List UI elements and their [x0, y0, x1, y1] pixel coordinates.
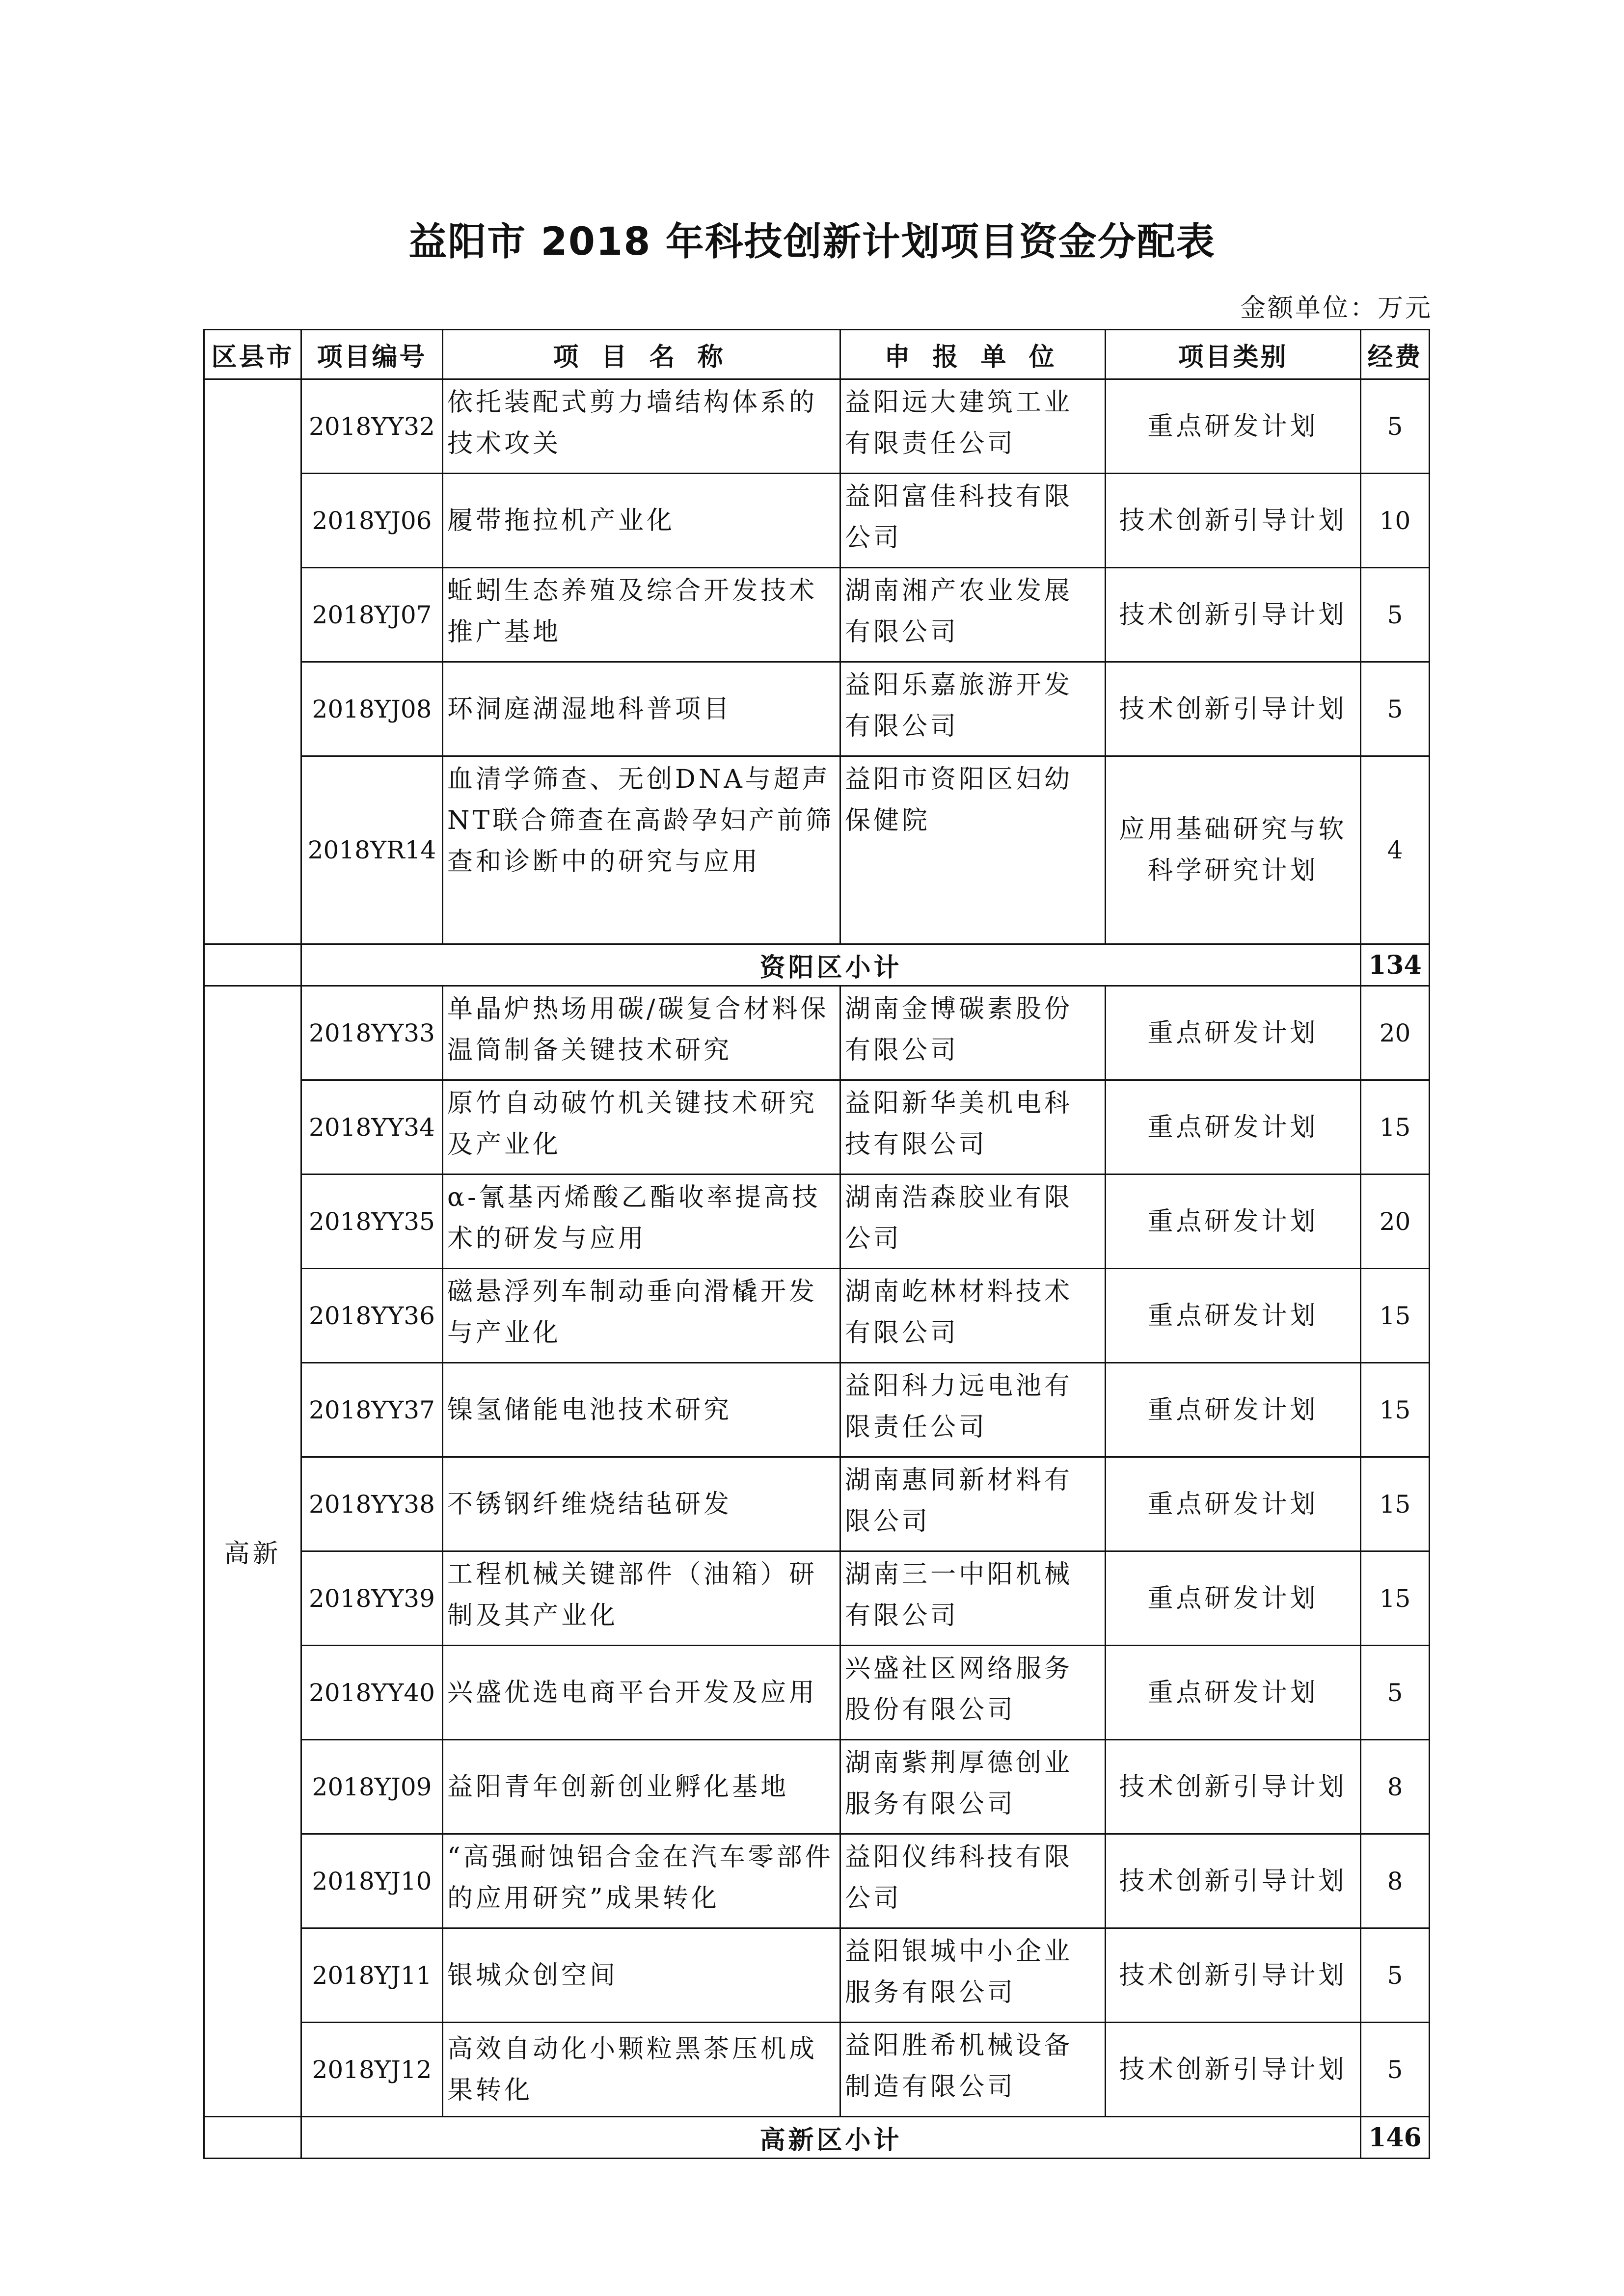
project-code-cell: 2018YY38 — [301, 1457, 443, 1551]
project-code-cell: 2018YJ08 — [301, 662, 443, 756]
funding-cell: 20 — [1361, 1175, 1430, 1269]
table-row — [204, 986, 1430, 1080]
project-code-cell: 2018YY34 — [301, 1080, 443, 1175]
project-category-cell: 重点研发计划 — [1106, 1646, 1361, 1740]
funding-cell: 15 — [1361, 1080, 1430, 1175]
funding-cell: 5 — [1361, 662, 1430, 756]
table-row — [204, 1551, 1430, 1646]
project-name-cell: 工程机械关键部件（油箱）研制及其产业化 — [443, 1551, 840, 1646]
applicant-org-cell: 益阳远大建筑工业有限责任公司 — [840, 379, 1106, 474]
project-name-cell: “高强耐蚀铝合金在汽车零部件的应用研究”成果转化 — [443, 1834, 840, 1928]
district-cell: 高新 — [204, 986, 301, 2117]
subtotal-blank-cell — [204, 944, 301, 986]
project-category-cell: 技术创新引导计划 — [1106, 474, 1361, 568]
table-row — [204, 1740, 1430, 1834]
applicant-org-cell: 益阳仪纬科技有限公司 — [840, 1834, 1106, 1928]
project-code-cell: 2018YY39 — [301, 1551, 443, 1646]
funding-cell: 5 — [1361, 379, 1430, 474]
header-fee: 经费 — [1361, 330, 1430, 379]
applicant-org-cell: 益阳新华美机电科技有限公司 — [840, 1080, 1106, 1175]
table-row — [204, 1646, 1430, 1740]
project-code-cell: 2018YJ10 — [301, 1834, 443, 1928]
funding-cell: 15 — [1361, 1457, 1430, 1551]
project-name-cell: 履带拖拉机产业化 — [443, 474, 840, 568]
header-category: 项目类别 — [1106, 330, 1361, 379]
subtotal-fee: 146 — [1361, 2117, 1430, 2159]
funding-cell: 5 — [1361, 1928, 1430, 2023]
project-code-cell: 2018YY32 — [301, 379, 443, 474]
subtotal-row — [204, 2117, 1430, 2159]
applicant-org-cell: 益阳银城中小企业服务有限公司 — [840, 1928, 1106, 2023]
subtotal-row — [204, 944, 1430, 986]
table-row — [204, 756, 1430, 944]
project-name-cell: 磁悬浮列车制动垂向滑橇开发与产业化 — [443, 1269, 840, 1363]
project-name-cell: 单晶炉热场用碳/碳复合材料保温筒制备关键技术研究 — [443, 986, 840, 1080]
project-category-cell: 重点研发计划 — [1106, 1175, 1361, 1269]
applicant-org-cell: 兴盛社区网络服务股份有限公司 — [840, 1646, 1106, 1740]
project-code-cell: 2018YJ06 — [301, 474, 443, 568]
table-row — [204, 1363, 1430, 1457]
funding-cell: 15 — [1361, 1363, 1430, 1457]
project-category-cell: 重点研发计划 — [1106, 1457, 1361, 1551]
header-name: 项 目 名 称 — [443, 330, 840, 379]
funding-cell: 10 — [1361, 474, 1430, 568]
table-row — [204, 1175, 1430, 1269]
project-code-cell: 2018YJ12 — [301, 2023, 443, 2117]
project-name-cell: 蚯蚓生态养殖及综合开发技术推广基地 — [443, 568, 840, 662]
project-category-cell: 技术创新引导计划 — [1106, 1928, 1361, 2023]
applicant-org-cell: 益阳胜希机械设备制造有限公司 — [840, 2023, 1106, 2117]
table-row — [204, 379, 1430, 474]
project-code-cell: 2018YY33 — [301, 986, 443, 1080]
table-row — [204, 2023, 1430, 2117]
table-row — [204, 474, 1430, 568]
subtotal-label: 高新区小计 — [301, 2117, 1361, 2159]
funding-cell: 20 — [1361, 986, 1430, 1080]
header-row — [204, 330, 1430, 379]
table-row — [204, 1834, 1430, 1928]
project-category-cell: 重点研发计划 — [1106, 1080, 1361, 1175]
applicant-org-cell: 湖南惠同新材料有限公司 — [840, 1457, 1106, 1551]
funding-cell: 5 — [1361, 568, 1430, 662]
header-code: 项目编号 — [301, 330, 443, 379]
funding-cell: 15 — [1361, 1269, 1430, 1363]
project-code-cell: 2018YY37 — [301, 1363, 443, 1457]
district-cell — [204, 379, 301, 944]
header-org: 申 报 单 位 — [840, 330, 1106, 379]
project-category-cell: 重点研发计划 — [1106, 379, 1361, 474]
funding-cell: 4 — [1361, 756, 1430, 944]
project-code-cell: 2018YJ11 — [301, 1928, 443, 2023]
project-name-cell: 环洞庭湖湿地科普项目 — [443, 662, 840, 756]
page-title: 益阳市 2018 年科技创新计划项目资金分配表 — [408, 220, 1216, 264]
project-category-cell: 重点研发计划 — [1106, 986, 1361, 1080]
funding-table — [203, 329, 1430, 2159]
project-category-cell: 重点研发计划 — [1106, 1363, 1361, 1457]
subtotal-label: 资阳区小计 — [301, 944, 1361, 986]
subtotal-fee: 134 — [1361, 944, 1430, 986]
project-name-cell: 镍氢储能电池技术研究 — [443, 1363, 840, 1457]
funding-cell: 8 — [1361, 1834, 1430, 1928]
project-category-cell: 技术创新引导计划 — [1106, 1740, 1361, 1834]
applicant-org-cell: 湖南三一中阳机械有限公司 — [840, 1551, 1106, 1646]
applicant-org-cell: 湖南湘产农业发展有限公司 — [840, 568, 1106, 662]
project-name-cell: 原竹自动破竹机关键技术研究及产业化 — [443, 1080, 840, 1175]
project-name-cell: 不锈钢纤维烧结毡研发 — [443, 1457, 840, 1551]
project-code-cell: 2018YY40 — [301, 1646, 443, 1740]
project-name-cell: 依托装配式剪力墙结构体系的技术攻关 — [443, 379, 840, 474]
header-district: 区县市 — [204, 330, 301, 379]
project-category-cell: 技术创新引导计划 — [1106, 1834, 1361, 1928]
funding-cell: 15 — [1361, 1551, 1430, 1646]
project-category-cell: 技术创新引导计划 — [1106, 2023, 1361, 2117]
applicant-org-cell: 湖南浩森胶业有限公司 — [840, 1175, 1106, 1269]
project-code-cell: 2018YY36 — [301, 1269, 443, 1363]
table-row — [204, 1928, 1430, 2023]
amount-unit: 金额单位：万元 — [1240, 294, 1433, 323]
project-category-cell: 应用基础研究与软科学研究计划 — [1106, 756, 1361, 944]
table-row — [204, 1080, 1430, 1175]
subtotal-blank-cell — [204, 2117, 301, 2159]
table-row — [204, 568, 1430, 662]
applicant-org-cell: 湖南金博碳素股份有限公司 — [840, 986, 1106, 1080]
project-category-cell: 技术创新引导计划 — [1106, 568, 1361, 662]
project-code-cell: 2018YR14 — [301, 756, 443, 944]
applicant-org-cell: 益阳科力远电池有限责任公司 — [840, 1363, 1106, 1457]
project-name-cell: 高效自动化小颗粒黑茶压机成果转化 — [443, 2023, 840, 2117]
project-name-cell: 兴盛优选电商平台开发及应用 — [443, 1646, 840, 1740]
project-name-cell: 血清学筛查、无创DNA与超声NT联合筛查在高龄孕妇产前筛查和诊断中的研究与应用 — [443, 756, 840, 944]
applicant-org-cell: 益阳富佳科技有限公司 — [840, 474, 1106, 568]
project-code-cell: 2018YY35 — [301, 1175, 443, 1269]
applicant-org-cell: 湖南紫荆厚德创业服务有限公司 — [840, 1740, 1106, 1834]
project-code-cell: 2018YJ07 — [301, 568, 443, 662]
funding-cell: 5 — [1361, 1646, 1430, 1740]
project-category-cell: 重点研发计划 — [1106, 1269, 1361, 1363]
project-name-cell: 益阳青年创新创业孵化基地 — [443, 1740, 840, 1834]
applicant-org-cell: 益阳乐嘉旅游开发有限公司 — [840, 662, 1106, 756]
project-code-cell: 2018YJ09 — [301, 1740, 443, 1834]
table-row — [204, 662, 1430, 756]
project-category-cell: 技术创新引导计划 — [1106, 662, 1361, 756]
funding-cell: 8 — [1361, 1740, 1430, 1834]
table-row — [204, 1269, 1430, 1363]
project-name-cell: α-氰基丙烯酸乙酯收率提高技术的研发与应用 — [443, 1175, 840, 1269]
funding-cell: 5 — [1361, 2023, 1430, 2117]
project-category-cell: 重点研发计划 — [1106, 1551, 1361, 1646]
applicant-org-cell: 益阳市资阳区妇幼保健院 — [840, 756, 1106, 944]
table-row — [204, 1457, 1430, 1551]
project-name-cell: 银城众创空间 — [443, 1928, 840, 2023]
applicant-org-cell: 湖南屹林材料技术有限公司 — [840, 1269, 1106, 1363]
